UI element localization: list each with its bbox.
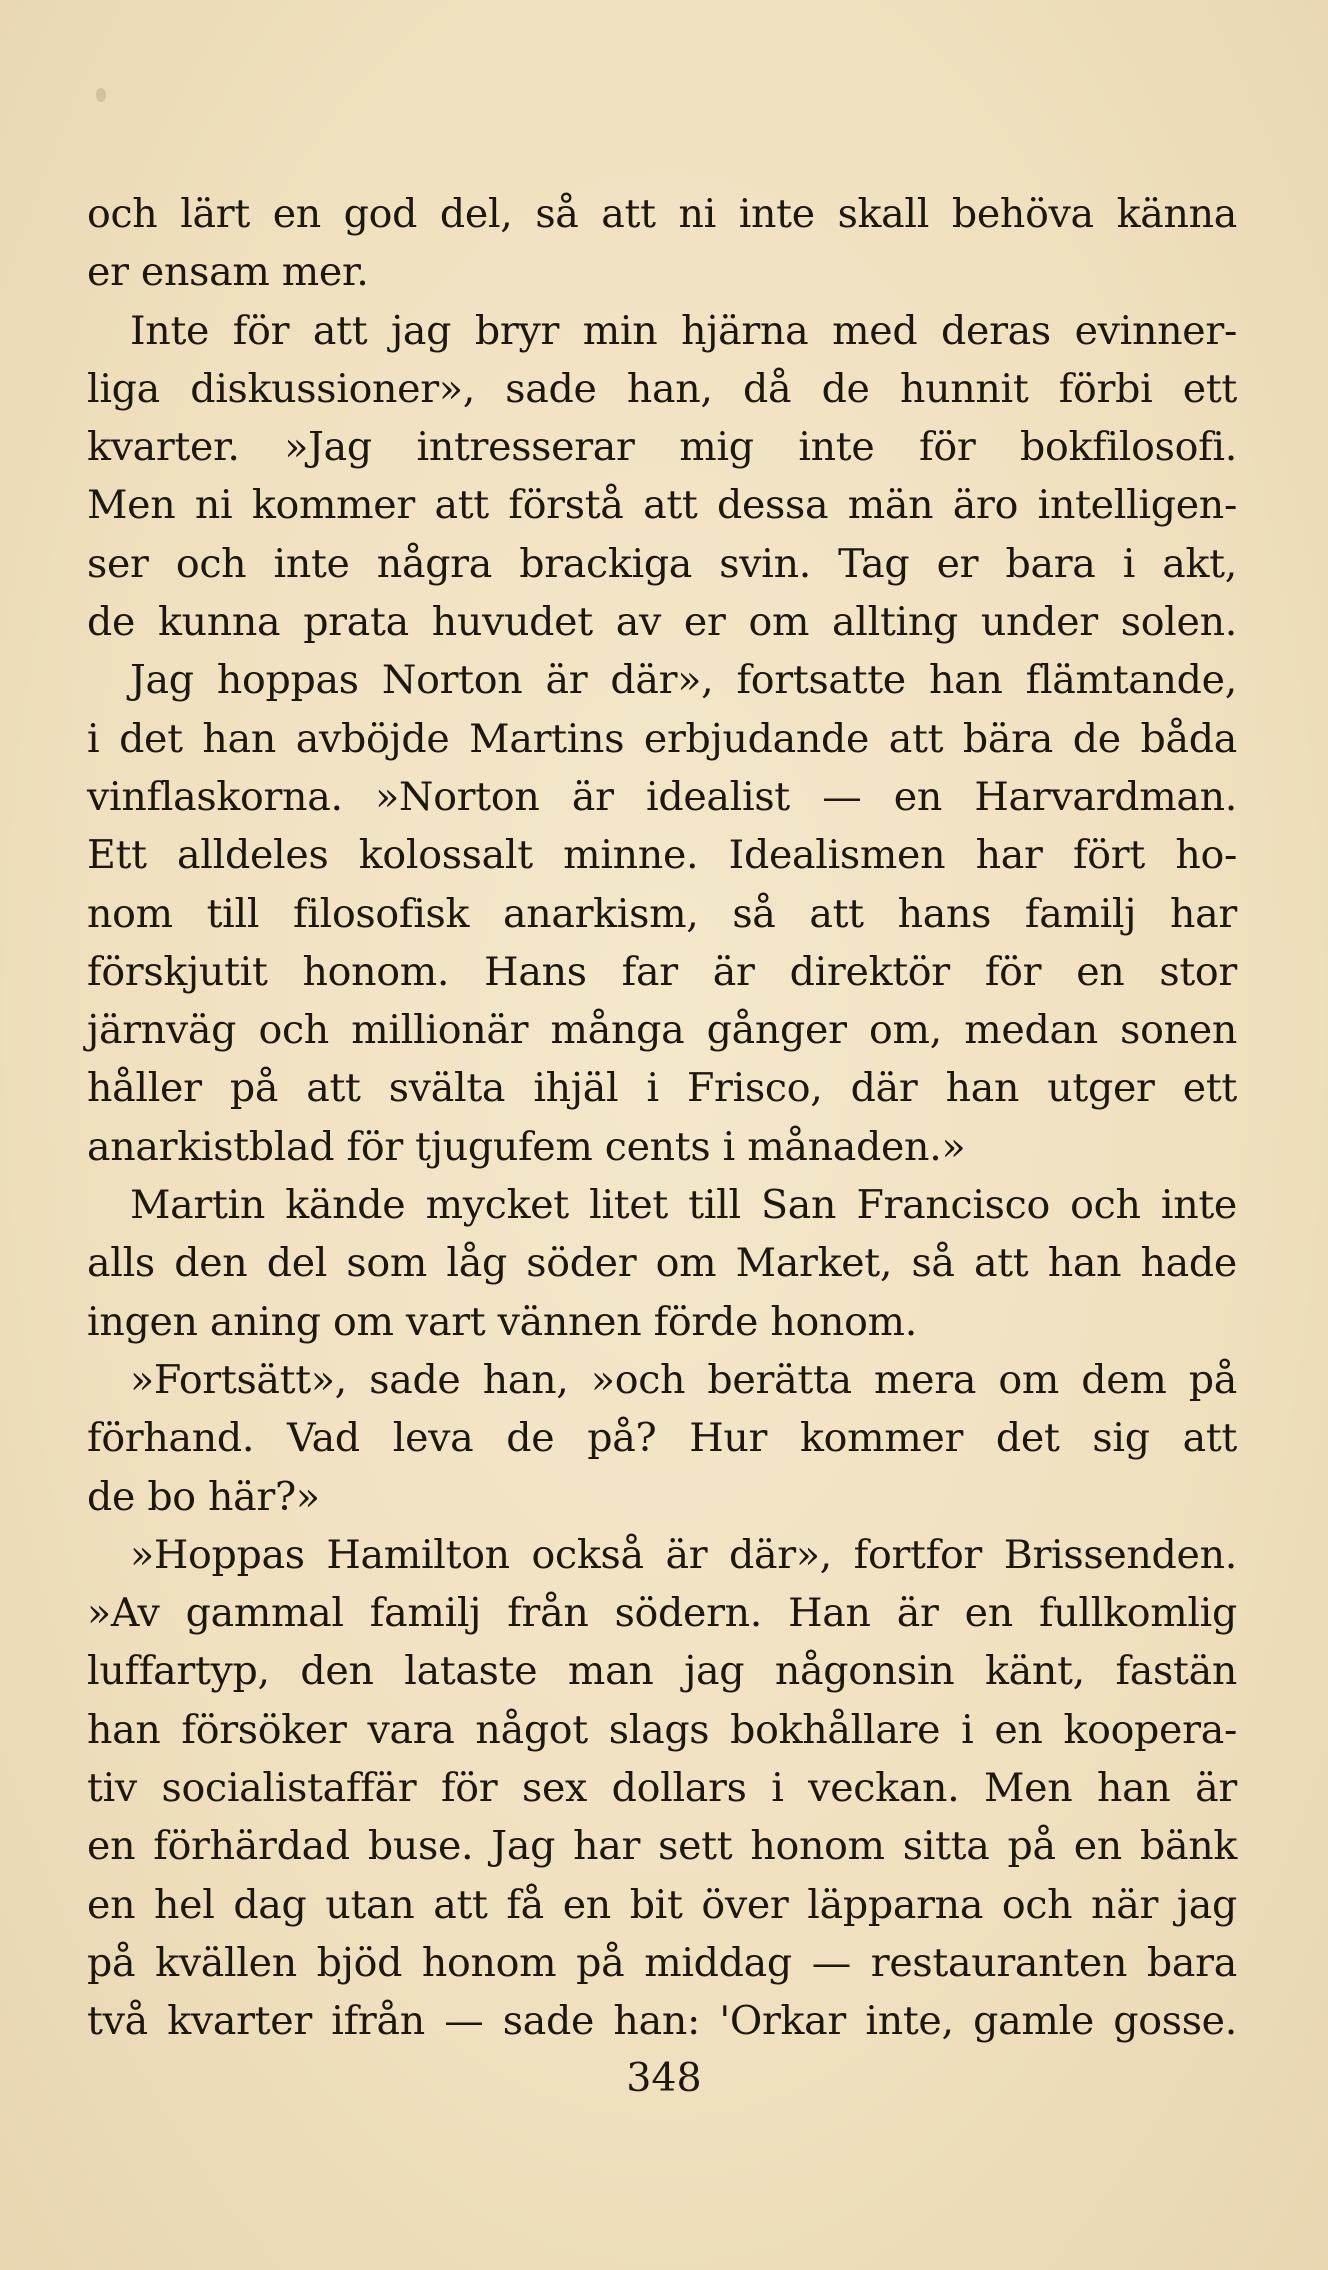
text-line: er ensam mer. bbox=[87, 249, 369, 296]
text-line: i det han avböjde Martins erbjudande att bära de båda bbox=[87, 715, 1237, 762]
text-line: anarkistblad för tjugufem cents i månaden.» bbox=[87, 1123, 966, 1170]
text-line: luffartyp, den lataste man jag någonsin känt, fastän bbox=[87, 1648, 1237, 1695]
text-line: de kunna prata huvudet av er om allting under solen. bbox=[87, 599, 1237, 646]
text-line: de bo här?» bbox=[87, 1473, 320, 1520]
text-line: håller på att svälta ihjäl i Frisco, där han utger ett bbox=[87, 1065, 1237, 1112]
text-line: »Hoppas Hamilton också är där», fortfor Brissenden. bbox=[130, 1531, 1237, 1578]
text-line: en förhärdad buse. Jag har sett honom sitta på en bänk bbox=[87, 1823, 1237, 1870]
text-line: han försöker vara något slags bokhållare i en koopera- bbox=[87, 1706, 1237, 1753]
body-text bbox=[87, 185, 1237, 2051]
text-line: kvarter. »Jag intresserar mig inte för bokfilosofi. bbox=[87, 424, 1237, 471]
text-line: alls den del som låg söder om Market, så att han hade bbox=[87, 1240, 1237, 1287]
text-line: ser och inte några brackiga svin. Tag er bara i akt, bbox=[87, 540, 1237, 587]
paper-speck bbox=[96, 88, 106, 102]
text-line: Jag hoppas Norton är där», fortsatte han flämtande, bbox=[130, 657, 1237, 704]
text-line: två kvarter ifrån — sade han: 'Orkar inte, gamle gosse. bbox=[87, 1998, 1237, 2045]
page-number: 348 bbox=[626, 2055, 702, 2101]
text-line: en hel dag utan att få en bit över läpparna och när jag bbox=[87, 1881, 1237, 1928]
text-line: Inte för att jag bryr min hjärna med deras evinner- bbox=[130, 307, 1237, 354]
text-line: och lärt en god del, så att ni inte skall behöva känna bbox=[87, 191, 1237, 237]
text-line: vinflaskorna. »Norton är idealist — en Harvardman. bbox=[87, 773, 1237, 820]
text-line: nom till filosofisk anarkism, så att hans familj har bbox=[87, 890, 1237, 937]
text-line: ingen aning om vart vännen förde honom. bbox=[87, 1298, 917, 1345]
text-line: förhand. Vad leva de på? Hur kommer det sig att bbox=[87, 1415, 1237, 1462]
text-line: »Fortsätt», sade han, »och berätta mera om dem på bbox=[130, 1356, 1237, 1403]
text-line: Martin kände mycket litet till San Francisco och inte bbox=[130, 1182, 1237, 1229]
text-line: Men ni kommer att förstå att dessa män äro intelligen- bbox=[87, 482, 1237, 529]
text-line: järnväg och millionär många gånger om, medan sonen bbox=[87, 1007, 1237, 1054]
text-line: på kvällen bjöd honom på middag — restauranten bara bbox=[87, 1939, 1237, 1986]
text-line: »Av gammal familj från södern. Han är en fullkomlig bbox=[87, 1590, 1237, 1637]
text-line: liga diskussioner», sade han, då de hunnit förbi ett bbox=[87, 365, 1237, 412]
text-line: förskjutit honom. Hans far är direktör för en stor bbox=[87, 948, 1237, 995]
text-line: Ett alldeles kolossalt minne. Idealismen har fört ho- bbox=[87, 832, 1237, 879]
text-line: tiv socialistaffär för sex dollars i veckan. Men han är bbox=[87, 1765, 1237, 1812]
